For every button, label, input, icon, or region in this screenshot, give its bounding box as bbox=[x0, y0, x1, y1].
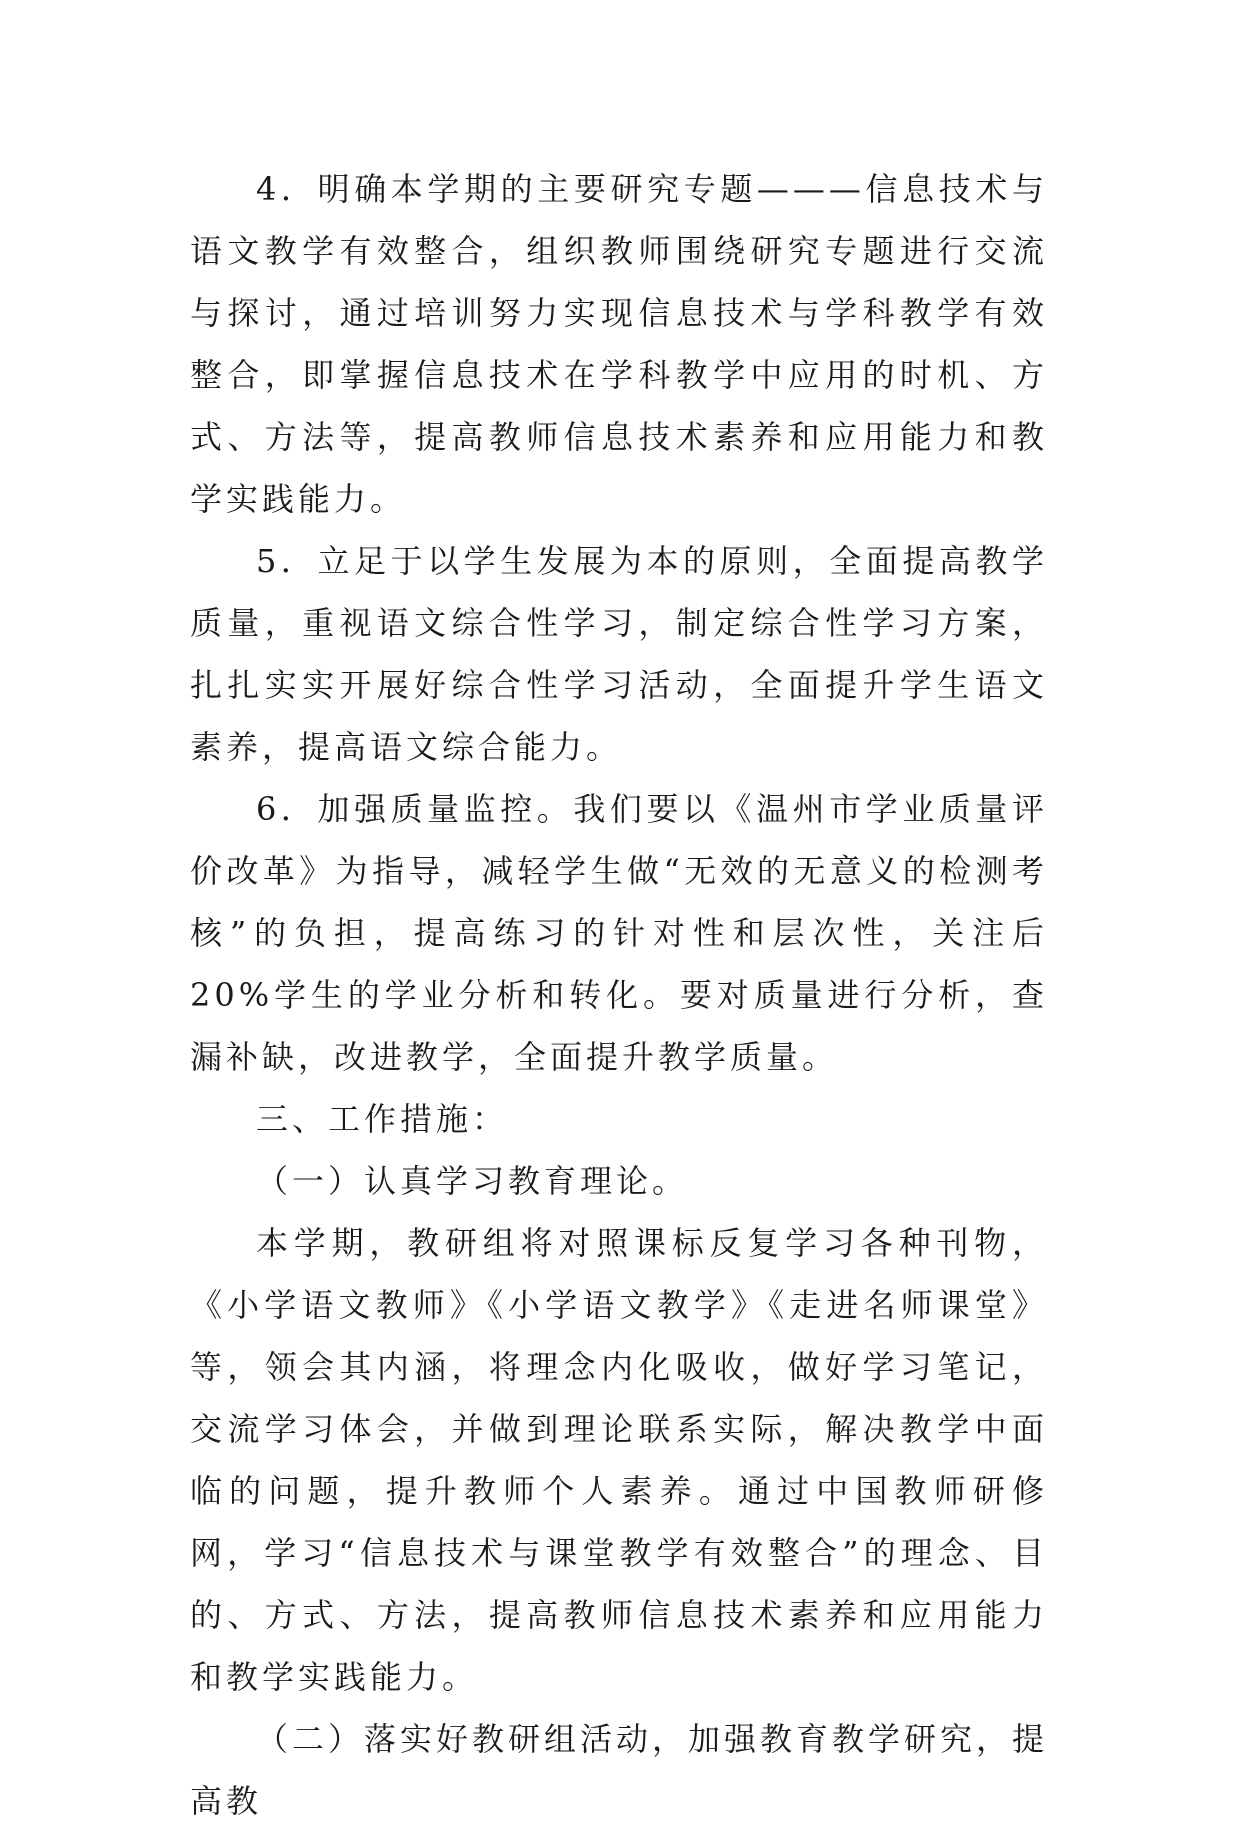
subheading-research-activities: （二）落实好教研组活动，加强教育教学研究，提高教 bbox=[190, 1720, 1049, 1820]
paragraph-item-4: 4．明确本学期的主要研究专题———信息技术与语文教学有效整合，组织教师围绕研究专题进行交流与探讨，通过培训努力实现信息技术与学科教学有效整合，即掌握信息技术在学科教学中应用的时机、方式、方法等，提高教师信息技术素养和应用能力和教学实践能力。 bbox=[190, 170, 1048, 518]
section-heading-work-measures: 三、工作措施： bbox=[256, 1100, 509, 1138]
paragraph-item-5: 5．立足于以学生发展为本的原则，全面提高教学质量，重视语文综合性学习，制定综合性学习方案，扎扎实实开展好综合性学习活动，全面提升学生语文素养，提高语文综合能力。 bbox=[190, 542, 1048, 766]
document-body bbox=[190, 158, 1048, 1832]
paragraph-item-6: 6．加强质量监控。我们要以《温州市学业质量评价改革》为指导，减轻学生做“无效的无意义的检测考核”的负担，提高练习的针对性和层次性，关注后20%学生的学业分析和转化。要对质量进行分析，查漏补缺，改进教学，全面提升教学质量。 bbox=[190, 790, 1048, 1076]
subheading-study-theory: （一）认真学习教育理论。 bbox=[256, 1162, 689, 1200]
paragraph-study-theory: 本学期，教研组将对照课标反复学习各种刊物，《小学语文教师》《小学语文教学》《走进名师课堂》等，领会其内涵，将理念内化吸收，做好学习笔记，交流学习体会，并做到理论联系实际，解决教学中面临的问题，提升教师个人素养。通过中国教师研修网，学习“信息技术与课堂教学有效整合”的理念、目的、方式、方法，提高教师信息技术素养和应用能力和教学实践能力。 bbox=[190, 1224, 1048, 1696]
